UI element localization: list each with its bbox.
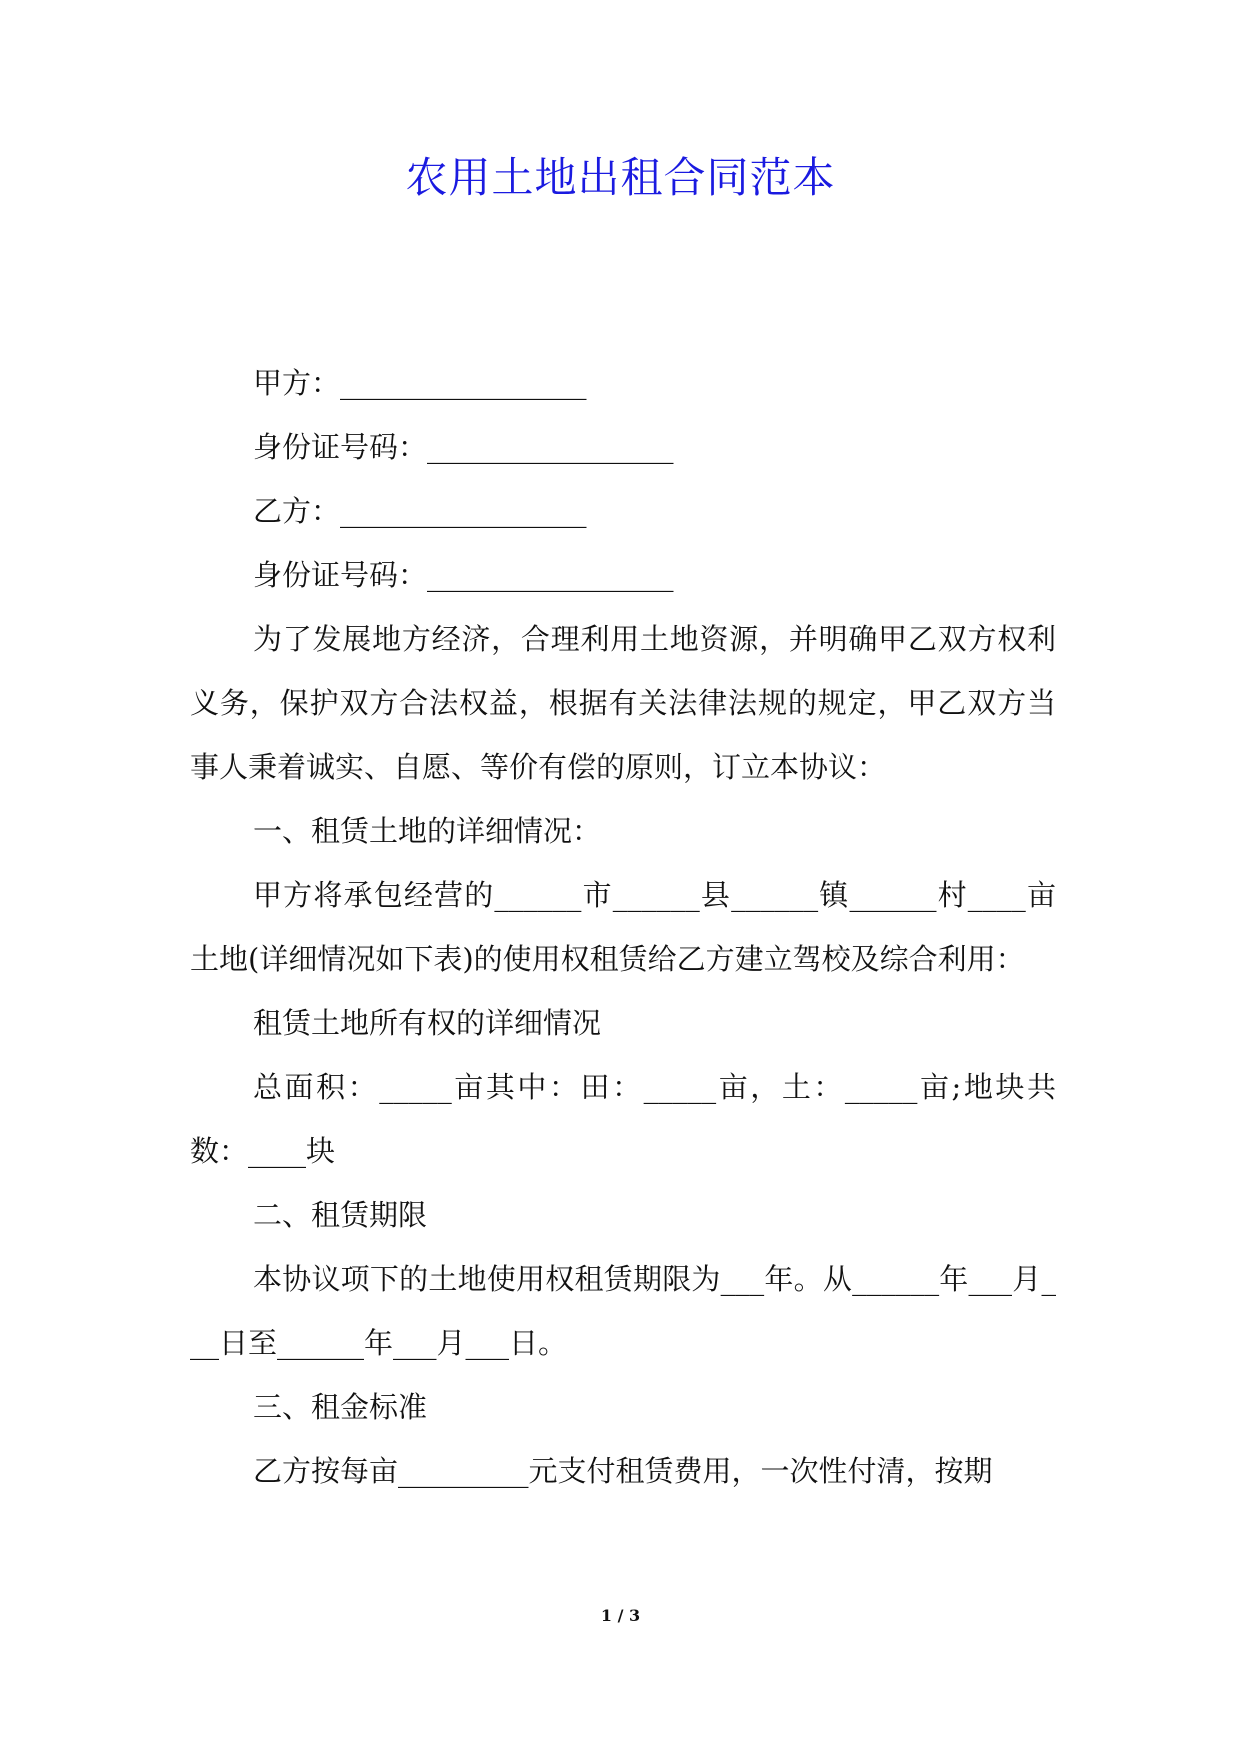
section-3-heading: 三、租金标准	[253, 1390, 428, 1424]
page-number: 1 / 3	[600, 1606, 641, 1625]
document-body	[190, 351, 1056, 1503]
section-2-heading: 二、租赁期限	[253, 1198, 428, 1232]
party-a-id-line: 身份证号码：_________________	[253, 430, 674, 464]
land-description-paragraph: 甲方将承包经营的______市______县______镇______村____亩土地(详细情况如下表)的使用权租赁给乙方建立驾校及综合利用：	[190, 878, 1056, 976]
area-paragraph: 总面积：_____亩其中：田：_____亩，土：_____亩;地块共数：____块	[190, 1070, 1056, 1168]
ownership-details-heading: 租赁土地所有权的详细情况	[253, 1006, 602, 1040]
party-b-line: 乙方：_________________	[253, 494, 587, 528]
party-b-id-line: 身份证号码：_________________	[253, 558, 674, 592]
preamble-paragraph: 为了发展地方经济，合理利用土地资源，并明确甲乙双方权利义务，保护双方合法权益，根据有关法律法规的规定，甲乙双方当事人秉着诚实、自愿、等价有偿的原则，订立本协议：	[190, 622, 1056, 784]
lease-term-paragraph: 本协议项下的土地使用权租赁期限为___年。从______年___月___日至______年___月___日。	[190, 1262, 1056, 1360]
rent-paragraph: 乙方按每亩_________元支付租赁费用，一次性付清，按期	[253, 1454, 993, 1488]
section-1-heading: 一、租赁土地的详细情况：	[253, 814, 602, 848]
party-a-line: 甲方：_________________	[253, 366, 587, 400]
document-title: 农用土地出租合同范本	[405, 153, 836, 202]
